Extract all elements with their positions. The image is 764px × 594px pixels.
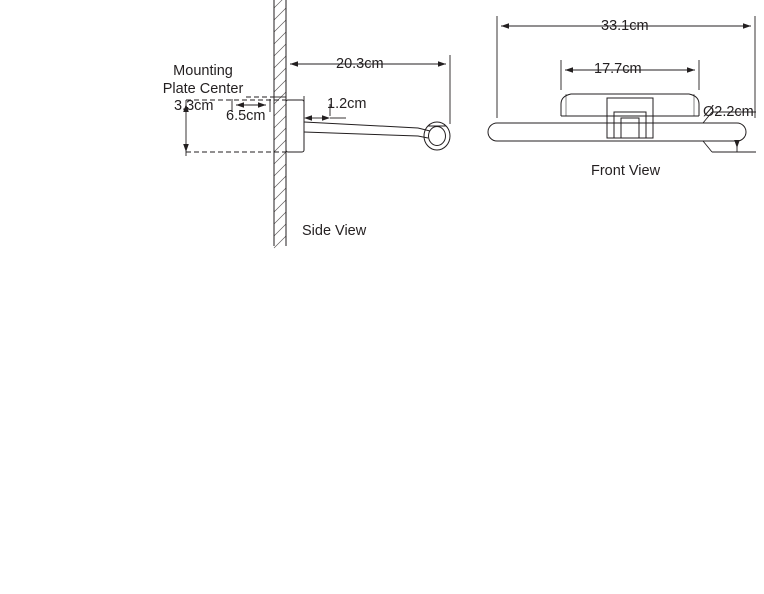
label-mounting-plate-center	[158, 63, 248, 98]
wall-section	[274, 0, 286, 248]
label-diameter: Ø2.2cm	[703, 104, 754, 120]
label-plate-thickness: 1.2cm	[327, 96, 367, 112]
mounting-plate-side	[286, 100, 304, 152]
lamp-body-front	[561, 94, 699, 116]
lamp-arm-side	[304, 122, 430, 138]
label-front-view-title: Front View	[591, 163, 661, 179]
label-depth-overall: 20.3cm	[336, 56, 384, 72]
label-side-view-title: Side View	[302, 223, 367, 239]
label-mounting-plate-center-line2: Plate Center	[162, 80, 244, 97]
label-offset-top: 3.3cm	[174, 98, 214, 114]
label-plate-height: 6.5cm	[226, 108, 266, 124]
lamp-head-side	[424, 122, 450, 150]
label-width-body: 17.7cm	[594, 61, 642, 77]
mounting-bracket-front	[607, 98, 653, 138]
label-width-overall: 33.1cm	[601, 18, 649, 34]
label-mounting-plate-center-line1: Mounting	[173, 63, 233, 79]
